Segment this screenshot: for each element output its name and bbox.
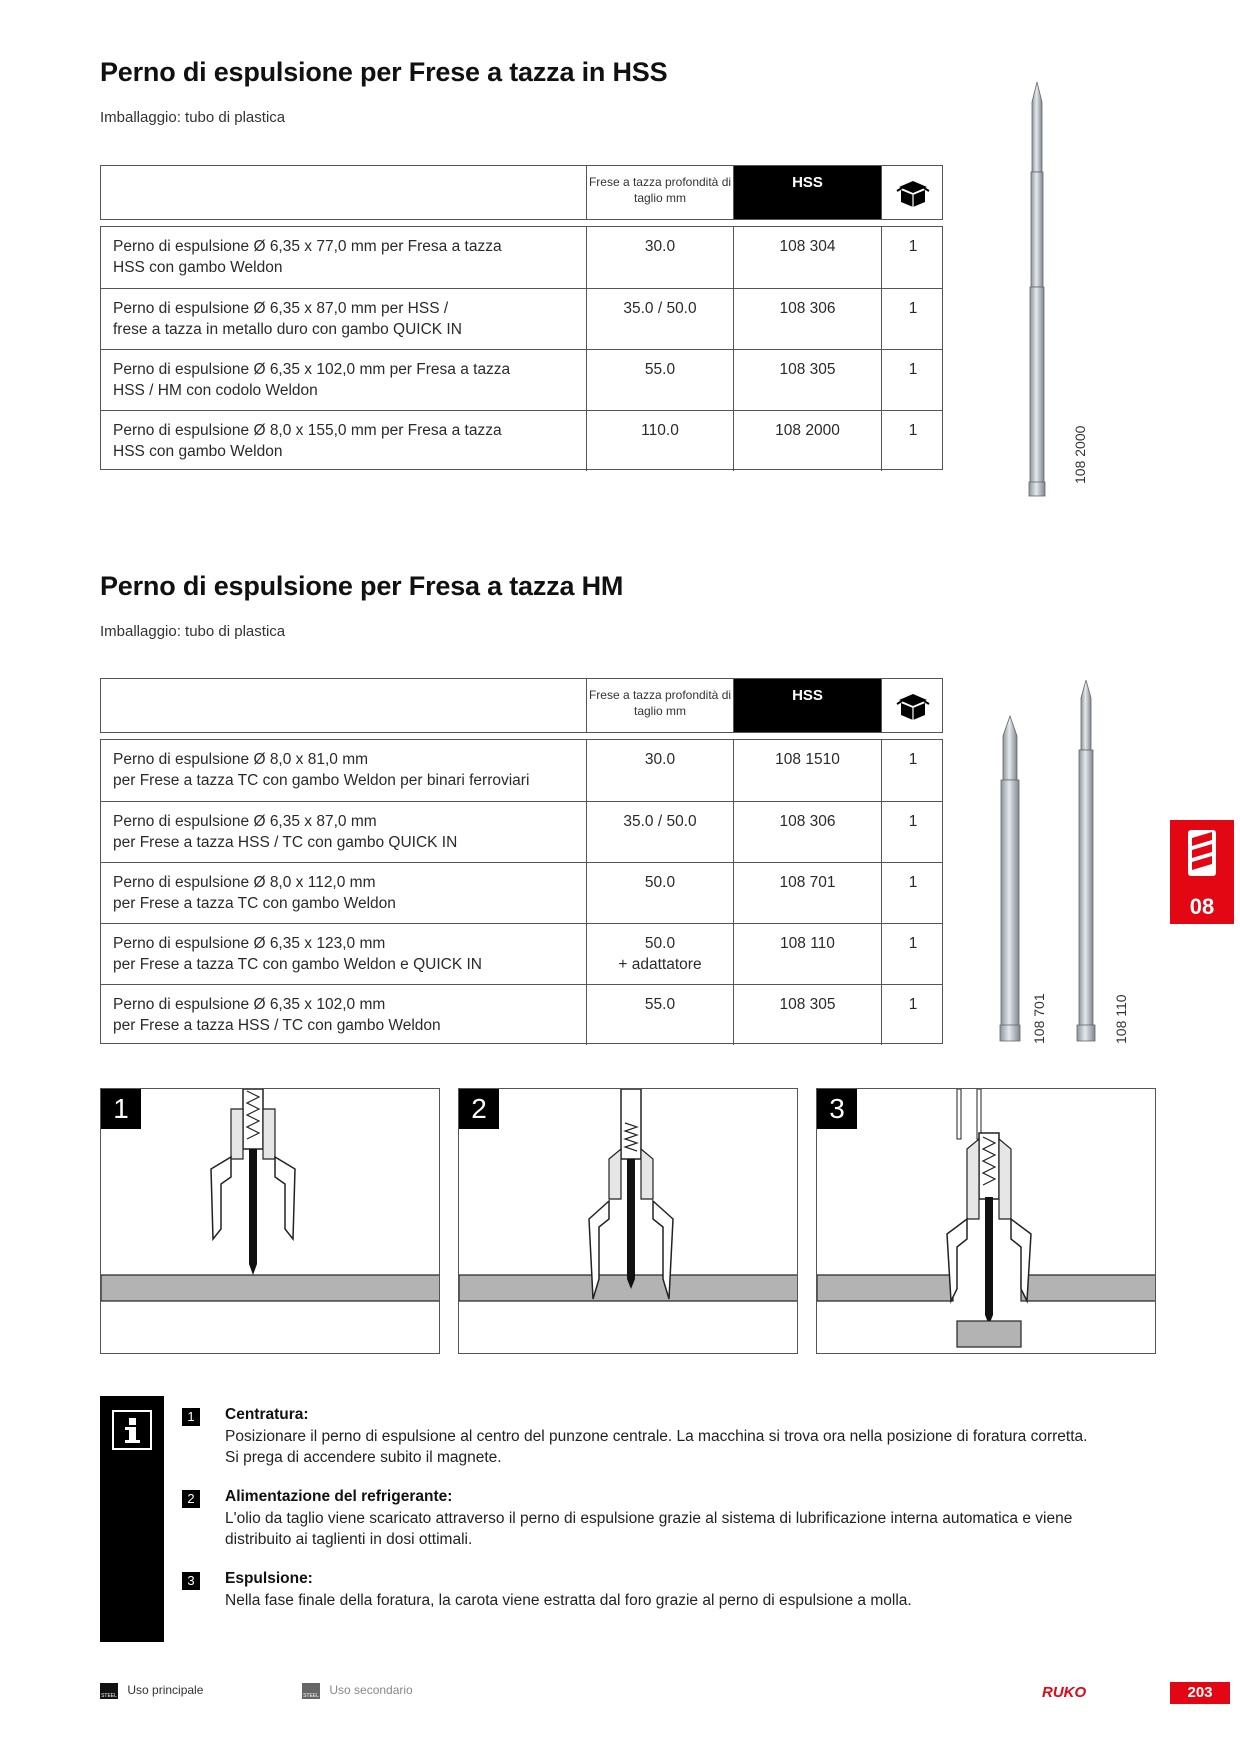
depth-header: Frese a tazza profondità di taglio mm xyxy=(586,679,733,732)
product-description: Perno di espulsione Ø 6,35 x 87,0 mm per HSS / frese a tazza in metallo duro con gambo QUICK IN xyxy=(113,300,462,338)
cutting-depth: 55.0 xyxy=(586,350,733,410)
ejector-pins-image xyxy=(990,680,1120,1052)
cutting-depth: 35.0 / 50.0 xyxy=(586,289,733,349)
article-number: 108 2000 xyxy=(733,411,881,471)
step-number: 1 xyxy=(101,1089,141,1129)
page-number: 203 xyxy=(1170,1682,1230,1704)
product-description: Perno di espulsione Ø 6,35 x 102,0 mm per Frese a tazza HSS / TC con gambo Weldon xyxy=(113,996,441,1034)
image-label: 108 2000 xyxy=(1072,425,1088,484)
table-row xyxy=(101,923,942,984)
pack-quantity: 1 xyxy=(881,924,944,984)
brand-logo: RUKO xyxy=(1042,1684,1087,1701)
product-description: Perno di espulsione Ø 8,0 x 112,0 mm per Frese a tazza TC con gambo Weldon xyxy=(113,874,396,912)
table-row xyxy=(101,410,942,471)
section2-table xyxy=(100,739,943,1044)
step-diagram-3 xyxy=(816,1088,1156,1354)
cutting-depth: 30.0 xyxy=(586,227,733,288)
step-number: 2 xyxy=(459,1089,499,1129)
section2-packaging: Imballaggio: tubo di plastica xyxy=(100,623,286,640)
article-number: 108 306 xyxy=(733,802,881,862)
pack-quantity: 1 xyxy=(881,802,944,862)
product-description: Perno di espulsione Ø 6,35 x 87,0 mm per Frese a tazza HSS / TC con gambo QUICK IN xyxy=(113,813,458,851)
article-number: 108 110 xyxy=(733,924,881,984)
hss-header: HSS xyxy=(733,166,881,219)
step-number: 3 xyxy=(817,1089,857,1129)
cutting-depth: 55.0 xyxy=(586,985,733,1045)
pack-quantity: 1 xyxy=(881,350,944,410)
table-row xyxy=(101,349,942,410)
cutting-depth: 110.0 xyxy=(586,411,733,471)
table-row xyxy=(101,740,942,801)
hss-header: HSS xyxy=(733,679,881,732)
info-item-number: 2 xyxy=(182,1490,200,1508)
footer-primary-use: STEEL Uso principale xyxy=(101,1683,204,1699)
ejector-pin-image xyxy=(1020,82,1080,502)
pack-quantity: 1 xyxy=(881,289,944,349)
info-icon xyxy=(112,1410,152,1450)
footer-secondary-use: STEEL Uso secondario xyxy=(303,1683,413,1699)
article-number: 108 305 xyxy=(733,985,881,1045)
image-label: 108 701 xyxy=(1031,993,1047,1044)
info-item-title: Centratura: xyxy=(225,1406,309,1423)
product-description: Perno di espulsione Ø 6,35 x 77,0 mm per Fresa a tazza HSS con gambo Weldon xyxy=(113,238,502,276)
cutting-depth: 50.0 + adattatore xyxy=(586,924,733,984)
info-item-text: L'olio da taglio viene scaricato attraverso il perno di espulsione grazie al sistema di lubrificazione interna automatica e viene distribuito ai taglienti in dosi ottimali. xyxy=(225,1510,1073,1548)
section1-packaging: Imballaggio: tubo di plastica xyxy=(100,109,286,126)
box-icon xyxy=(881,679,944,732)
pack-quantity: 1 xyxy=(881,863,944,923)
info-item-number: 3 xyxy=(182,1572,200,1590)
cutting-depth: 50.0 xyxy=(586,863,733,923)
info-item-number: 1 xyxy=(182,1408,200,1426)
steel-icon: STEEL xyxy=(100,1683,118,1699)
section2-table-header xyxy=(100,678,943,733)
pack-quantity: 1 xyxy=(881,740,944,801)
info-item-text: Posizionare il perno di espulsione al centro del punzone centrale. La macchina si trova ora nella posizione di foratura corretta. Si prega di accendere subito il magnete. xyxy=(225,1428,1088,1466)
chapter-tab[interactable] xyxy=(1170,820,1234,924)
image-label: 108 110 xyxy=(1113,994,1129,1044)
product-description: Perno di espulsione Ø 6,35 x 123,0 mm per Frese a tazza TC con gambo Weldon e QUICK IN xyxy=(113,935,483,973)
section1-title: Perno di espulsione per Frese a tazza in HSS xyxy=(100,57,668,87)
info-item-title: Alimentazione del refrigerante: xyxy=(225,1488,453,1505)
product-description: Perno di espulsione Ø 8,0 x 155,0 mm per Fresa a tazza HSS con gambo Weldon xyxy=(113,422,502,460)
box-icon xyxy=(881,166,944,219)
article-number: 108 1510 xyxy=(733,740,881,801)
cutting-depth: 35.0 / 50.0 xyxy=(586,802,733,862)
info-item-text: Nella fase finale della foratura, la carota viene estratta dal foro grazie al perno di espulsione a molla. xyxy=(225,1592,912,1609)
table-row xyxy=(101,984,942,1045)
info-item-title: Espulsione: xyxy=(225,1570,313,1587)
step-diagram-1 xyxy=(100,1088,440,1354)
cutter-icon xyxy=(1186,828,1218,878)
info-sidebar xyxy=(100,1396,164,1642)
article-number: 108 701 xyxy=(733,863,881,923)
table-row xyxy=(101,862,942,923)
table-row xyxy=(101,227,942,288)
cutting-depth: 30.0 xyxy=(586,740,733,801)
depth-header: Frese a tazza profondità di taglio mm xyxy=(586,166,733,219)
pack-quantity: 1 xyxy=(881,985,944,1045)
table-row xyxy=(101,288,942,349)
pack-quantity: 1 xyxy=(881,411,944,471)
article-number: 108 305 xyxy=(733,350,881,410)
section1-table xyxy=(100,226,943,470)
table-row xyxy=(101,801,942,862)
article-number: 108 304 xyxy=(733,227,881,288)
article-number: 108 306 xyxy=(733,289,881,349)
chapter-number: 08 xyxy=(1189,894,1215,919)
section2-title: Perno di espulsione per Fresa a tazza HM xyxy=(100,571,624,601)
product-description: Perno di espulsione Ø 8,0 x 81,0 mm per Frese a tazza TC con gambo Weldon per binari ferroviari xyxy=(113,751,530,789)
pack-quantity: 1 xyxy=(881,227,944,288)
steel-icon: STEEL xyxy=(302,1683,320,1699)
step-diagram-2 xyxy=(458,1088,798,1354)
product-description: Perno di espulsione Ø 6,35 x 102,0 mm per Fresa a tazza HSS / HM con codolo Weldon xyxy=(113,361,511,399)
section1-table-header xyxy=(100,165,943,220)
